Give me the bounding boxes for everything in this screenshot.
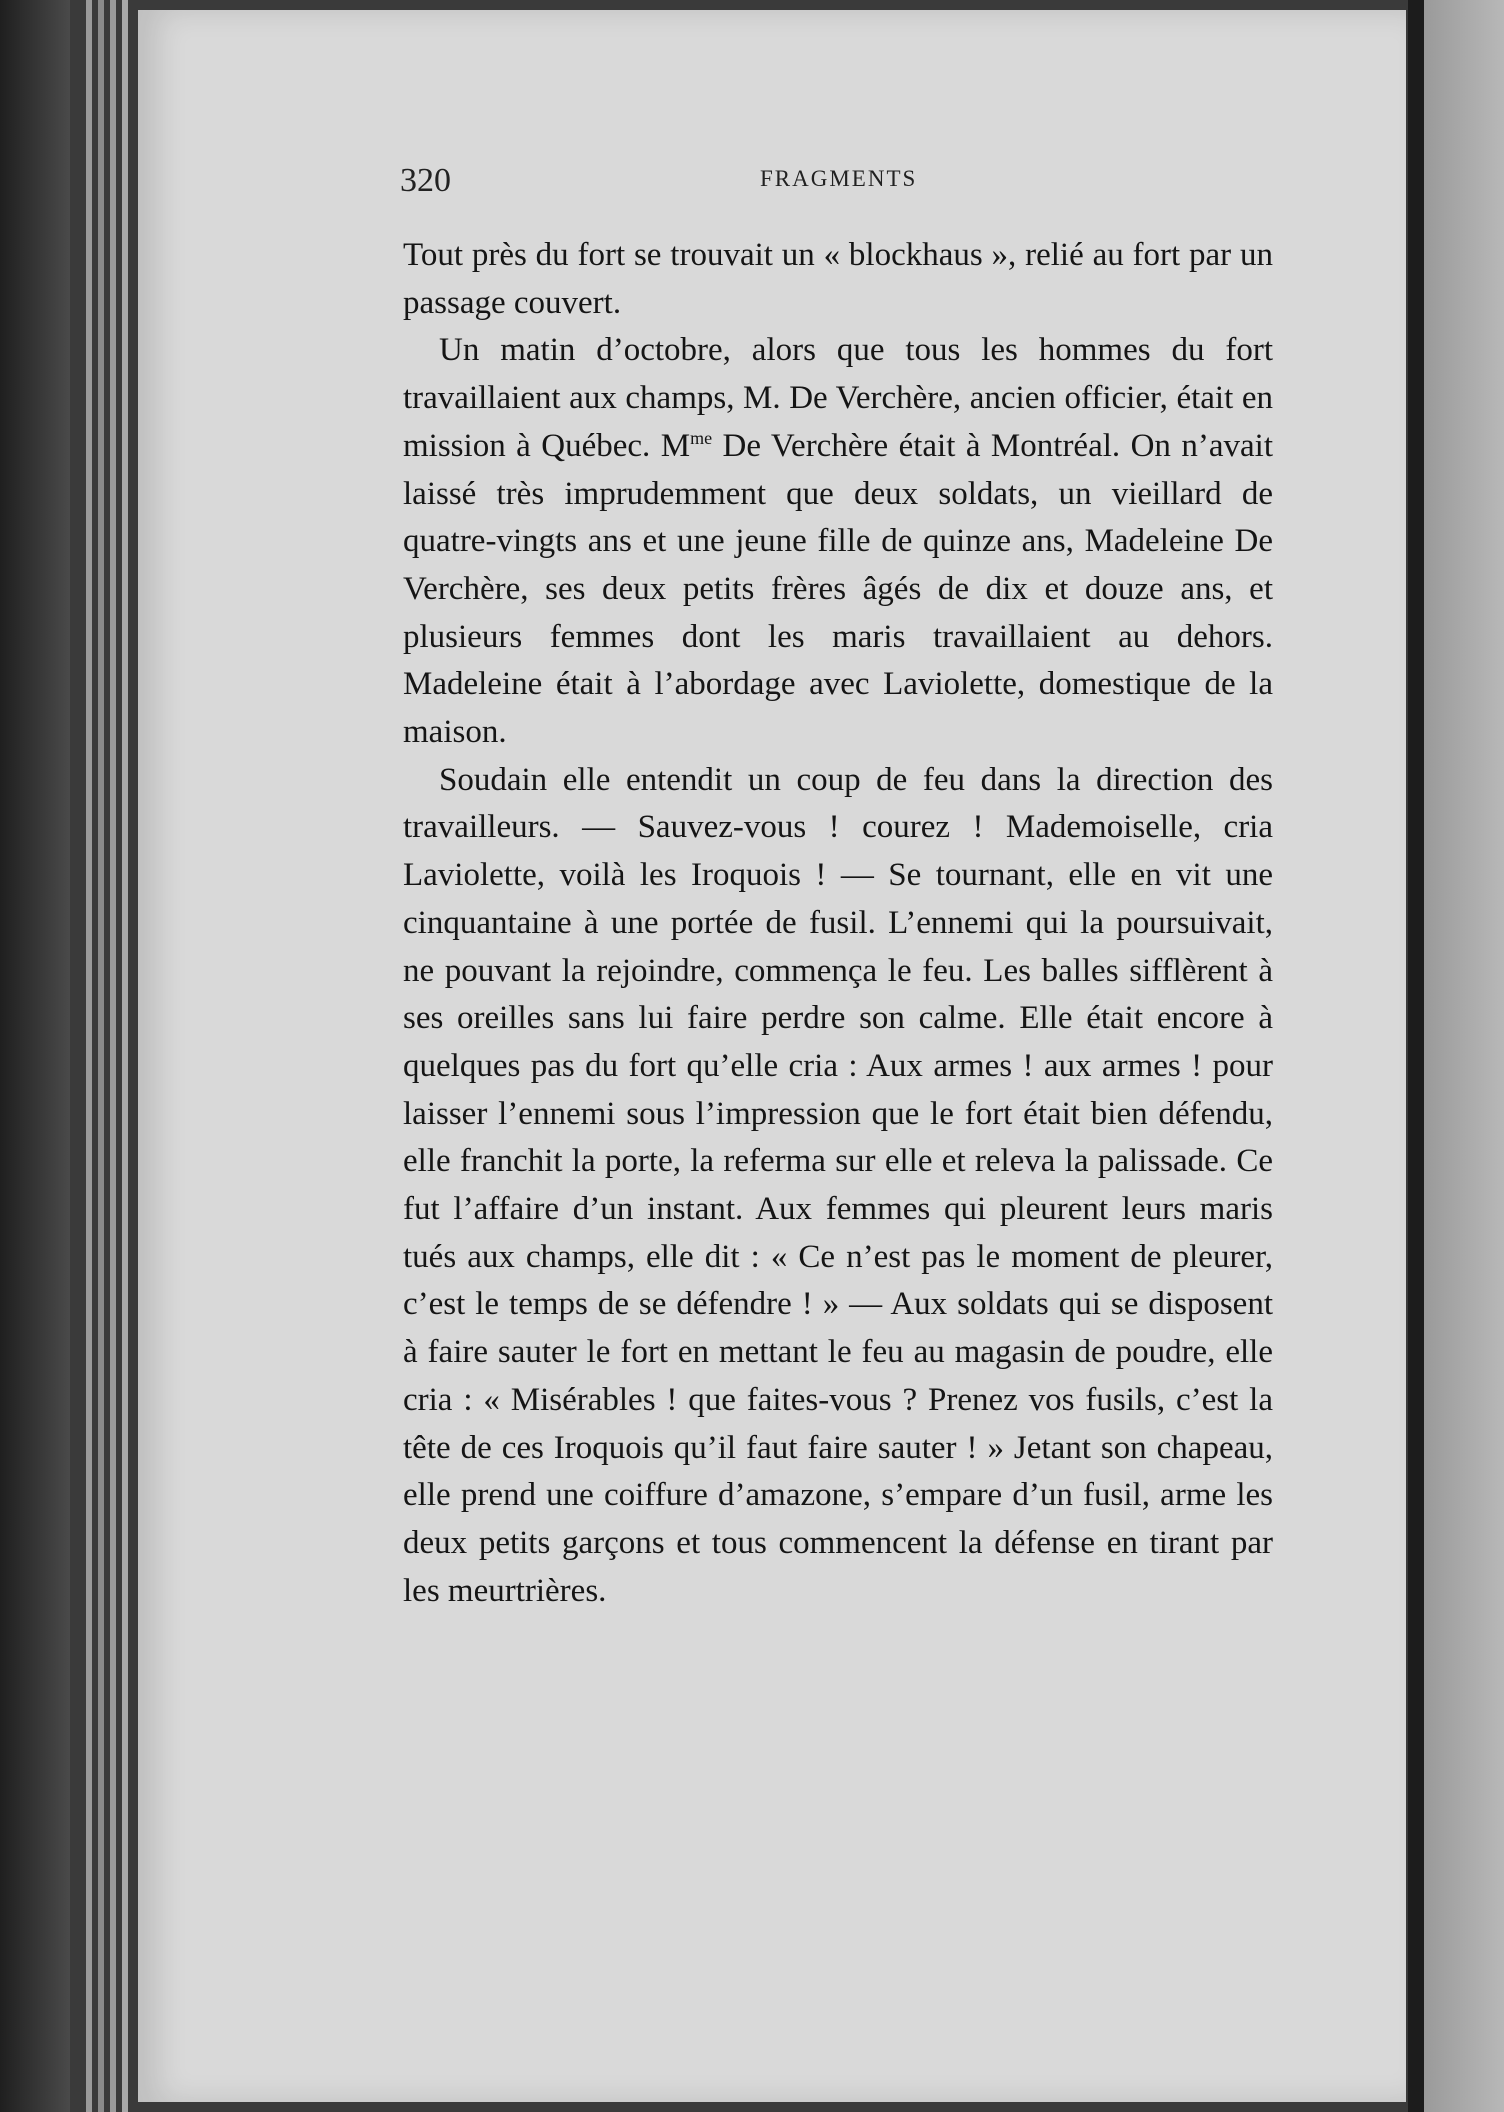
running-title: FRAGMENTS bbox=[760, 166, 918, 191]
page-number: 320 bbox=[400, 162, 451, 199]
paragraph: Soudain elle entendit un coup de feu dans la direction des travailleurs. — Sauvez-vous ! courez ! Mademoiselle, cria Laviolette, voilà les Iroquois ! — Se tournant, elle en vit une cinquantaine à une portée de fusil. L’ennemi qui la poursuivait, ne pouvant la rejoindre, commença le feu. Les balles sifflèrent à ses oreilles sans lui faire perdre son calme. Elle était encore à quelques pas du fort qu’elle cria : Aux armes ! aux armes ! pour laisser l’ennemi sous l’impression que le fort était bien défendu, elle franchit la porte, la referma sur elle et releva la palissade. Ce fut l’affaire d’un instant. Aux femmes qui pleurent leurs maris tués aux champs, elle dit : « Ce n’est pas le moment de pleurer, c’est le temps de se défendre ! » — Aux soldats qui se disposent à faire sauter le fort en mettant le feu au magasin de poudre, elle cria : « Misérables ! que faites-vous ? Prenez vos fusils, c’est la tête de ces Iroquois qu’il faut faire sauter ! » Jetant son chapeau, elle prend une coiffure d’amazone, s’empare d’un fusil, arme les deux petits garçons et tous commencent la défense en tirant par les meurtrières. bbox=[403, 761, 1273, 1609]
gutter-shadow bbox=[1408, 0, 1424, 2112]
page-edge bbox=[122, 0, 128, 2112]
body-text bbox=[403, 232, 1273, 1615]
page-header bbox=[400, 162, 1280, 202]
superscript: me bbox=[690, 427, 713, 448]
binding-shadow bbox=[0, 0, 70, 2112]
paragraph: Tout près du fort se trouvait un « blockhaus », relié au fort par un passage couvert. bbox=[403, 237, 1273, 321]
paragraph bbox=[403, 327, 1273, 756]
page-edge bbox=[110, 0, 116, 2112]
paragraph-text: De Verchère était à Montréal. On n’avait laissé très imprudemment que deux soldats, un vieillard de quatre-vingts ans et une jeune fille de quinze ans, Madeleine De Verchère, ses deux petits frères âgés de dix et douze ans, et plusieurs femmes dont les maris travaillaient au dehors. Madeleine était à l’abordage avec Laviolette, domestique de la maison. bbox=[403, 427, 1274, 751]
page-edge bbox=[86, 0, 92, 2112]
page-edge bbox=[98, 0, 104, 2112]
adjacent-page-edge bbox=[1424, 0, 1504, 2112]
paragraph-text: Un matin d’octobre, alors que tous les hommes du fort travaillaient aux champs, M. De Verchère, ancien officier, était en mission à Québec. M bbox=[403, 332, 1273, 464]
